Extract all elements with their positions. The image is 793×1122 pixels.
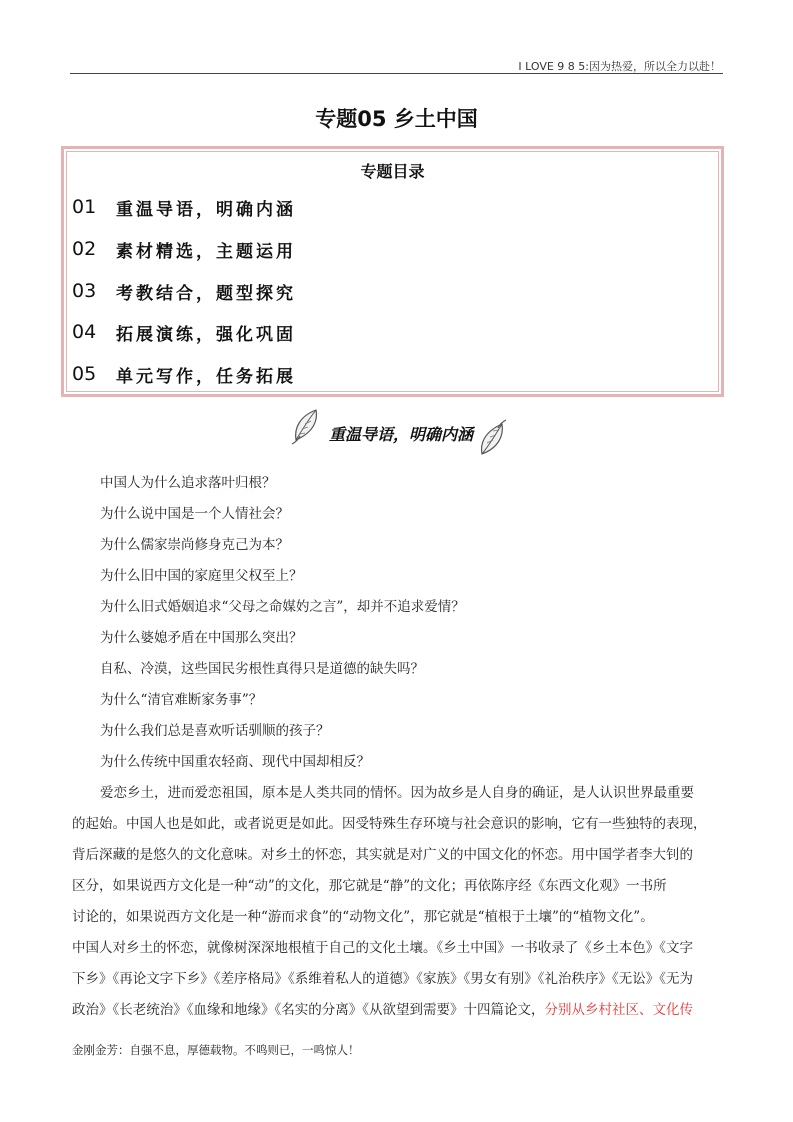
- toc-item-2[interactable]: [72, 236, 296, 262]
- paragraph-line: 背后深藏的是悠久的文化意味。对乡土的怀恋，其实就是对广义的中国文化的怀恋。用中国学者李大钊的: [72, 847, 693, 863]
- question-line: 中国人为什么追求落叶归根？: [100, 475, 276, 491]
- toc-item-3[interactable]: [72, 278, 296, 304]
- highlighted-text: 分别从乡村社区、文化传: [544, 1002, 693, 1018]
- header-divider: [70, 73, 723, 74]
- paragraph-line: 爱恋乡土，进而爱恋祖国，原本是人类共同的情怀。因为故乡是人自身的确证，是人认识世界最重要: [100, 785, 694, 801]
- section-title: 重温导语，明确内涵: [328, 425, 473, 444]
- toc-title: 专题目录: [360, 162, 425, 181]
- paragraph-line: 区分，如果说西方文化是一种“动”的文化，那它就是“静”的文化；再依陈序经《东西文化观》一书所: [72, 878, 667, 894]
- question-line: 为什么我们总是喜欢听话驯顺的孩子？: [100, 723, 330, 739]
- toc-item-number: 01: [72, 196, 97, 218]
- paragraph-line: 中国人对乡土的怀恋，就像树深深地根植于自己的文化土壤。《乡土中国》一书收录了《乡土本色》《文字: [72, 940, 693, 956]
- toc-item-1[interactable]: [72, 194, 296, 220]
- toc-item-label: 考教结合，题型探究: [116, 283, 296, 304]
- question-line: 自私、冷漠，这些国民劣根性真得只是道德的缺失吗？: [100, 661, 424, 677]
- paragraph-text: 政治》《长老统治》《血缘和地缘》《名实的分离》《从欲望到需要》十四篇论文，: [72, 1002, 545, 1018]
- header-motto: I LOVE 9 8 5:因为热爱，所以全力以赴！: [518, 60, 721, 73]
- question-line: 为什么婆媳矛盾在中国那么突出？: [100, 630, 303, 646]
- toc-item-number: 03: [72, 280, 97, 302]
- toc-item-4[interactable]: [72, 319, 296, 345]
- toc-item-number: 05: [72, 363, 97, 385]
- question-line: 为什么“清官难断家务事”？: [100, 692, 263, 708]
- toc-item-label: 拓展演练，强化巩固: [116, 324, 296, 345]
- question-line: 为什么儒家崇尚修身克己为本？: [100, 537, 289, 553]
- paragraph-line: 的起始。中国人也是如此，或者说更是如此。因受特殊生存环境与社会意识的影响，它有一些独特的表现，: [72, 816, 707, 832]
- leaf-ornament-right-icon: [474, 418, 508, 458]
- question-line: 为什么旧式婚姻追求“父母之命媒妁之言”，却并不追求爱情？: [100, 599, 465, 615]
- footer-motto: 金刚金芳：自强不息，厚德载物。不鸣则已，一鸣惊人！: [72, 1043, 360, 1057]
- toc-item-number: 02: [72, 238, 97, 260]
- page-title: 专题05 乡土中国: [315, 107, 478, 131]
- toc-item-5[interactable]: [72, 361, 296, 387]
- question-line: 为什么传统中国重农轻商、现代中国却相反？: [100, 754, 370, 770]
- toc-box: [61, 146, 724, 397]
- toc-item-label: 重温导语，明确内涵: [116, 199, 296, 220]
- paragraph-line: 下乡》《再论文字下乡》《差序格局》《系维着私人的道德》《家族》《男女有别》《礼治秩序》《无讼》《无为: [72, 971, 693, 987]
- section-banner: [290, 406, 506, 456]
- toc-item-label: 单元写作，任务拓展: [116, 366, 296, 387]
- question-line: 为什么旧中国的家庭里父权至上？: [100, 568, 303, 584]
- question-line: 为什么说中国是一个人情社会？: [100, 506, 289, 522]
- paragraph-line: 讨论的，如果说西方文化是一种“游而求食”的“动物文化”，那它就是“植根于土壤”的“植物文化”。: [72, 909, 654, 925]
- toc-item-number: 04: [72, 321, 97, 343]
- toc-item-label: 素材精选，主题运用: [116, 241, 296, 262]
- paragraph-line-last: [72, 998, 722, 1018]
